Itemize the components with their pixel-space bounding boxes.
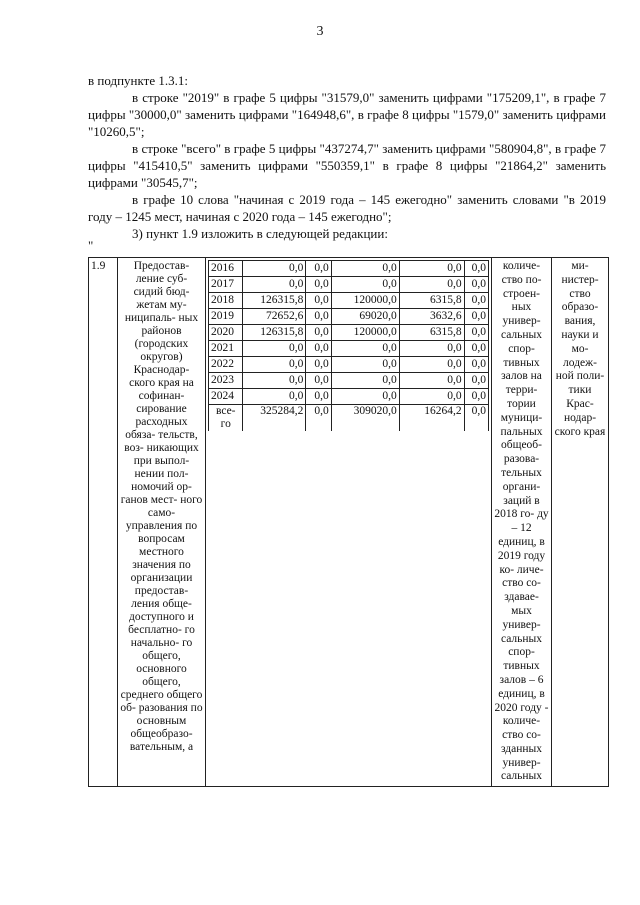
financing-total: 72652,6 — [243, 309, 306, 325]
financing-mun: 6315,8 — [399, 293, 464, 309]
financing-row — [209, 277, 489, 293]
financing-row — [209, 261, 489, 277]
financing-total: 0,0 — [243, 277, 306, 293]
result-indicator: количе- ство по- строен- ных универ- сальных спор- тивных залов на терри- тории муници- пальных общеоб- разова- тельных органи- заций в 2018 го- ду – 12 единиц, в 2019 году ко- личе- ство со- здавае- мых универ- сальных спор- тивных залов – 6 единиц, в 2020 году - количе- ство со- зданных универ- сальных — [492, 258, 552, 787]
financing-row — [209, 357, 489, 373]
financing-mun: 0,0 — [399, 357, 464, 373]
financing-rows — [209, 261, 489, 432]
intro-paragraph-column10: в графе 10 слова "начиная с 2019 года – 145 ежегодно" заменить словами "в 2019 году – 1245 мест, начиная с 2020 года – 145 ежегодно"; — [88, 192, 606, 224]
financing-year: 2021 — [209, 341, 243, 357]
financing-reg: 0,0 — [331, 277, 399, 293]
financing-fed: 0,0 — [306, 373, 331, 389]
financing-total-reg: 309020,0 — [331, 405, 399, 432]
financing-fed: 0,0 — [306, 309, 331, 325]
financing-other: 0,0 — [464, 293, 488, 309]
financing-cell — [206, 258, 492, 787]
table-row-1-9 — [89, 258, 609, 787]
financing-year: 2020 — [209, 325, 243, 341]
financing-total: 0,0 — [243, 261, 306, 277]
financing-total-label: все- го — [209, 405, 243, 432]
financing-total: 126315,8 — [243, 325, 306, 341]
item-description: Предостав- ление суб- сидий бюд- жетам му- ниципаль- ных районов (городских округов) Краснодар- ского края на софинан- сирование расходных обяза- тельств, воз- никающих при выпол- нении пол- номочий ор- ганов мест- ного само- управления по вопросам местного значения по организации предостав- ления обще- доступного и бесплатно- го начально- го общего, основного общего, среднего общего об- разования по основным общеобразо- вательным, а — [118, 258, 206, 787]
financing-fed: 0,0 — [306, 341, 331, 357]
financing-year: 2024 — [209, 389, 243, 405]
program-table — [88, 257, 609, 787]
executor: ми- нистер- ство образо- вания, науки и мо- лодеж- ной поли- тики Крас- нодар- ского края — [552, 258, 609, 787]
opening-quote: " — [88, 238, 94, 253]
financing-row — [209, 325, 489, 341]
intro-paragraph-2019: в строке "2019" в графе 5 цифры "31579,0" заменить цифрами "175209,1", в графе 7 цифры "30000,0" заменить цифрами "164948,6", в графе 8 цифры "1579,0" заменить цифрами "10260,5"; — [88, 90, 606, 139]
financing-mun: 0,0 — [399, 373, 464, 389]
financing-other: 0,0 — [464, 357, 488, 373]
financing-total-fed: 0,0 — [306, 405, 331, 432]
financing-fed: 0,0 — [306, 261, 331, 277]
financing-fed: 0,0 — [306, 325, 331, 341]
financing-other: 0,0 — [464, 261, 488, 277]
financing-total: 0,0 — [243, 389, 306, 405]
financing-table — [208, 260, 489, 431]
financing-fed: 0,0 — [306, 389, 331, 405]
financing-mun: 6315,8 — [399, 325, 464, 341]
financing-other: 0,0 — [464, 325, 488, 341]
financing-other: 0,0 — [464, 341, 488, 357]
financing-mun: 0,0 — [399, 341, 464, 357]
financing-year: 2018 — [209, 293, 243, 309]
financing-other: 0,0 — [464, 309, 488, 325]
financing-year: 2019 — [209, 309, 243, 325]
financing-reg: 0,0 — [331, 261, 399, 277]
financing-mun: 3632,6 — [399, 309, 464, 325]
item-number: 1.9 — [89, 258, 118, 787]
intro-subpoint: в подпункте 1.3.1: — [88, 73, 188, 88]
financing-row — [209, 341, 489, 357]
financing-mun: 0,0 — [399, 277, 464, 293]
financing-reg: 120000,0 — [331, 325, 399, 341]
financing-total-row — [209, 405, 489, 432]
financing-year: 2023 — [209, 373, 243, 389]
financing-total: 0,0 — [243, 341, 306, 357]
financing-total: 0,0 — [243, 357, 306, 373]
financing-mun: 0,0 — [399, 389, 464, 405]
financing-year: 2016 — [209, 261, 243, 277]
financing-fed: 0,0 — [306, 357, 331, 373]
intro-paragraph-total: в строке "всего" в графе 5 цифры "437274,7" заменить цифрами "580904,8", в графе 7 цифры "415410,5" заменить цифрами "550359,1" в графе 8 цифры "21864,2" заменить цифрами "30545,7"; — [88, 141, 606, 190]
financing-row — [209, 309, 489, 325]
financing-year: 2022 — [209, 357, 243, 373]
financing-year: 2017 — [209, 277, 243, 293]
financing-reg: 0,0 — [331, 341, 399, 357]
page-number: 3 — [316, 24, 324, 39]
financing-mun: 0,0 — [399, 261, 464, 277]
financing-row — [209, 373, 489, 389]
financing-total: 0,0 — [243, 373, 306, 389]
financing-fed: 0,0 — [306, 293, 331, 309]
financing-row — [209, 293, 489, 309]
financing-reg: 0,0 — [331, 389, 399, 405]
financing-other: 0,0 — [464, 277, 488, 293]
financing-total-mun: 16264,2 — [399, 405, 464, 432]
financing-reg: 0,0 — [331, 357, 399, 373]
financing-reg: 69020,0 — [331, 309, 399, 325]
financing-reg: 0,0 — [331, 373, 399, 389]
intro-paragraph-point19: 3) пункт 1.9 изложить в следующей редакции: — [132, 226, 388, 241]
financing-total: 126315,8 — [243, 293, 306, 309]
financing-reg: 120000,0 — [331, 293, 399, 309]
financing-row — [209, 389, 489, 405]
financing-total-total: 325284,2 — [243, 405, 306, 432]
financing-total-other: 0,0 — [464, 405, 488, 432]
financing-other: 0,0 — [464, 389, 488, 405]
financing-other: 0,0 — [464, 373, 488, 389]
financing-fed: 0,0 — [306, 277, 331, 293]
